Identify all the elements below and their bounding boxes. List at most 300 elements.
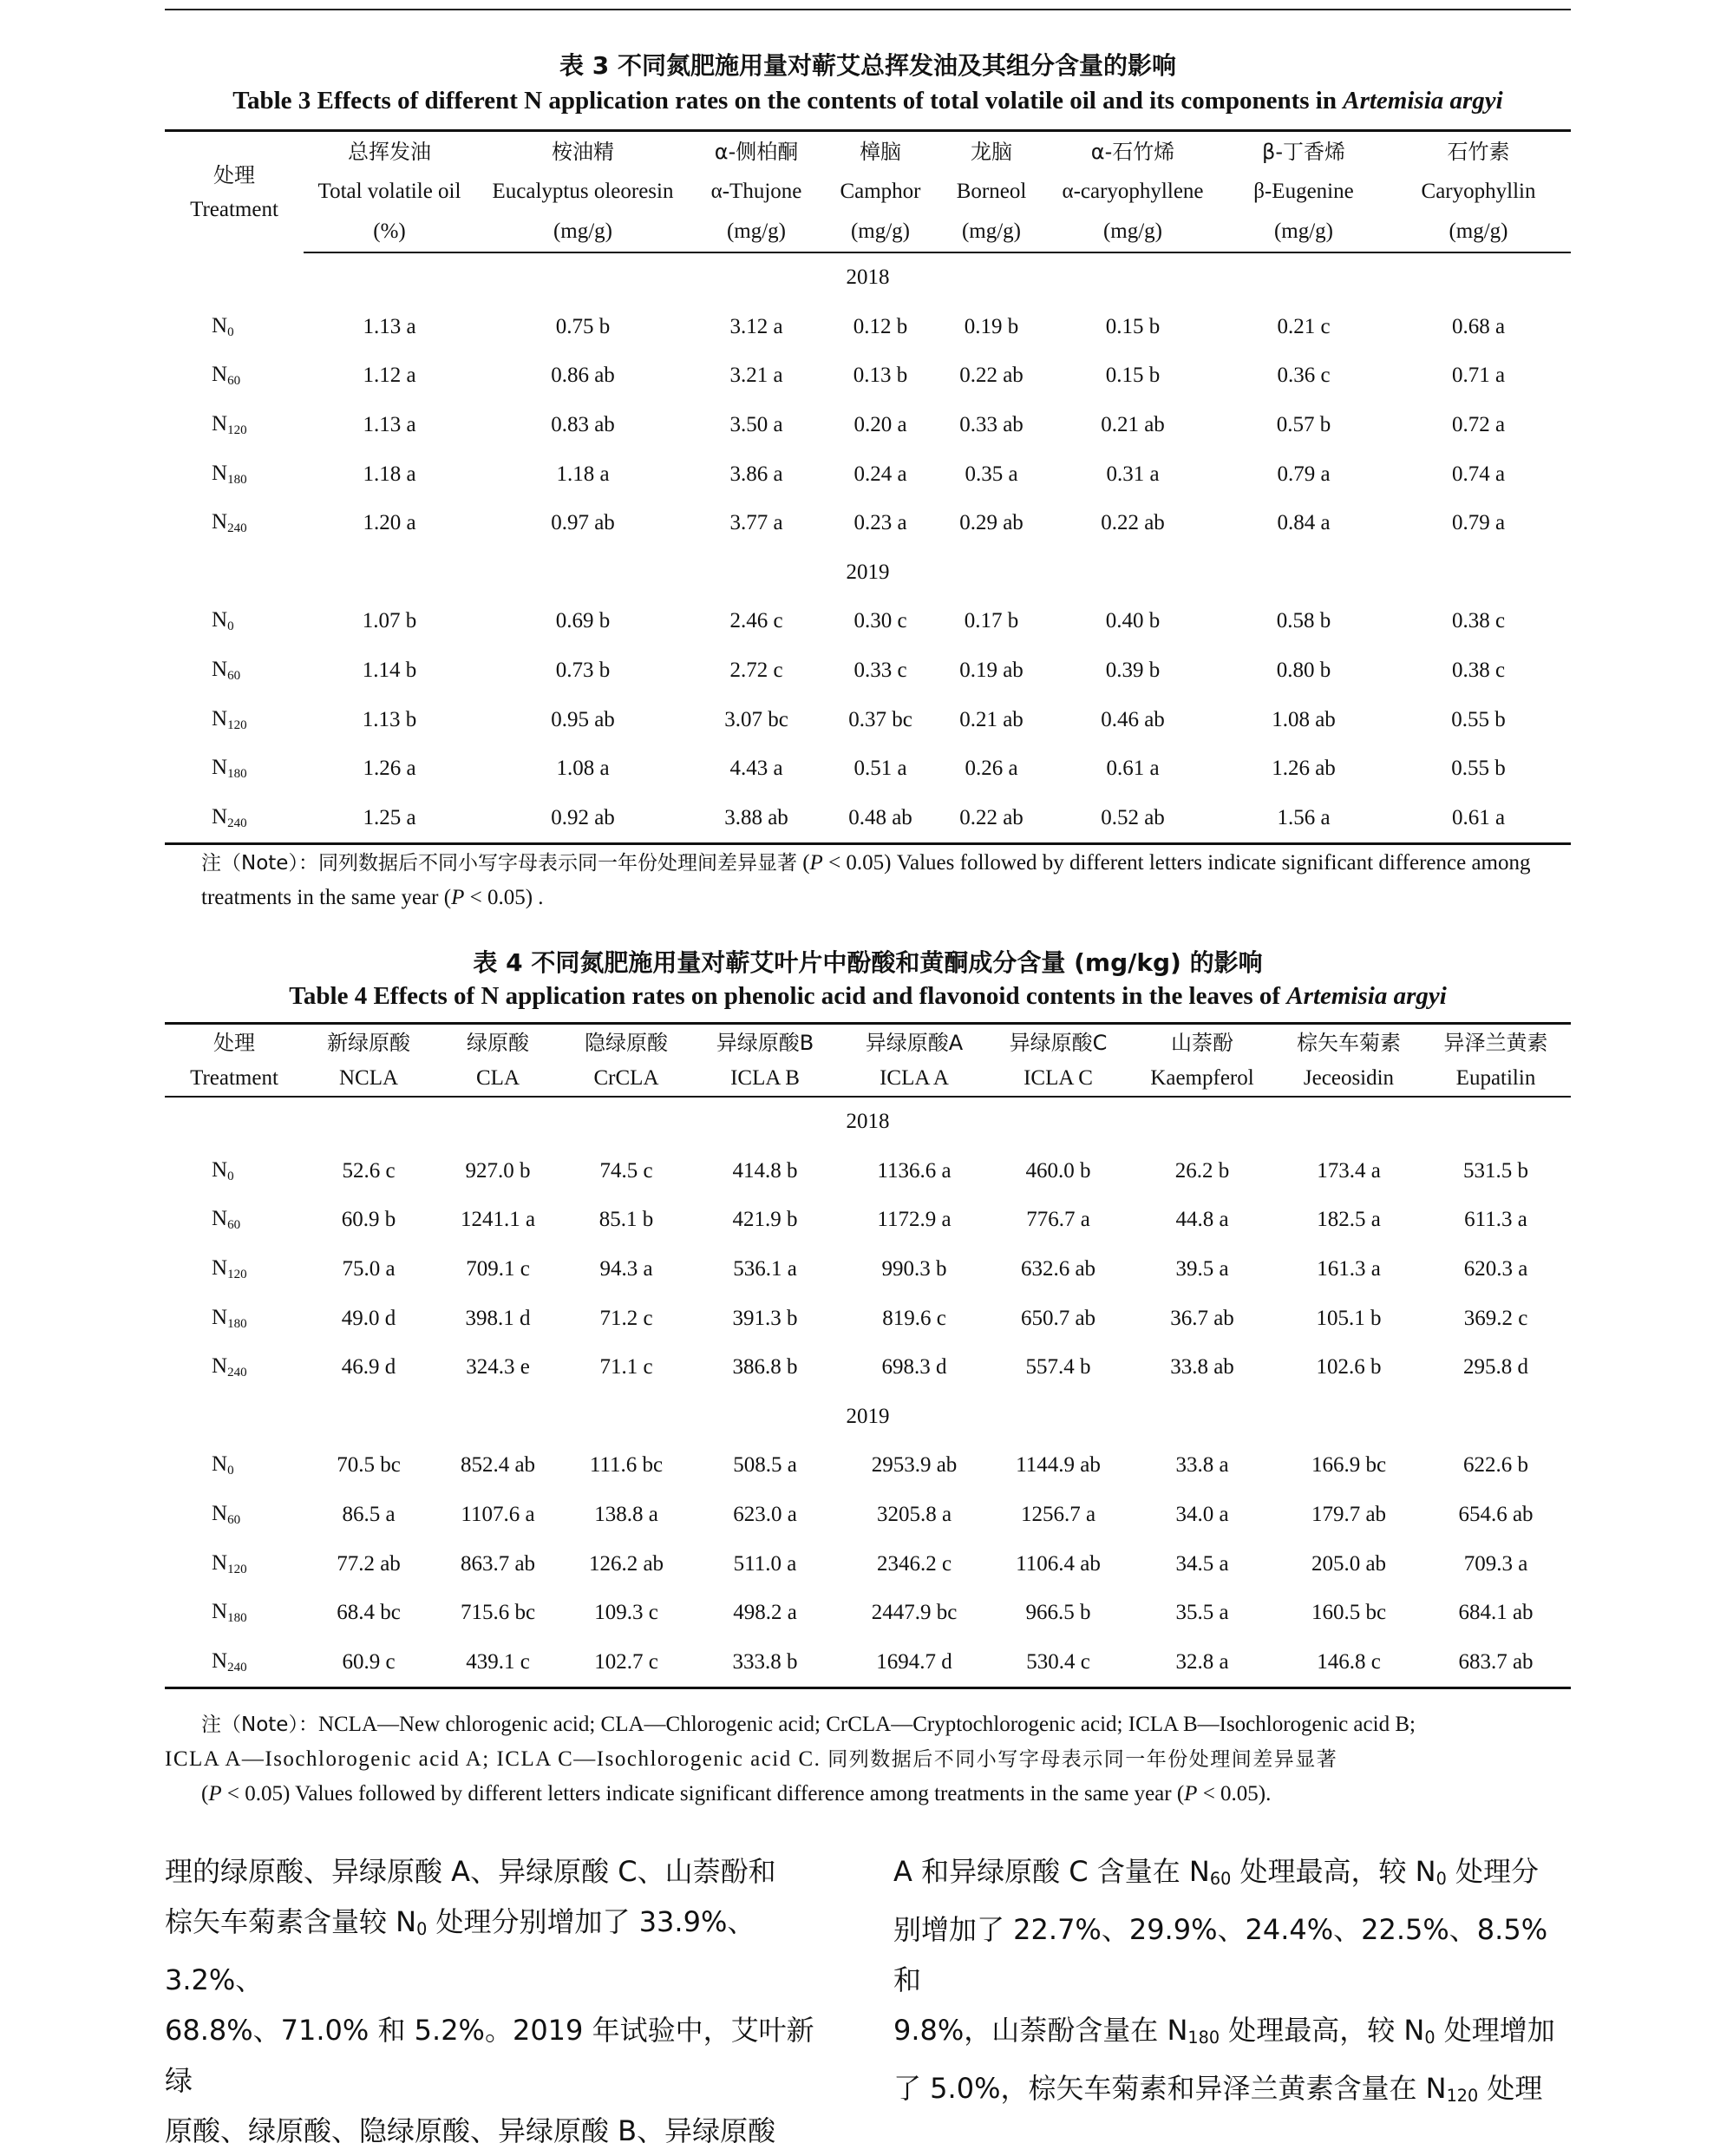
table3-cell: 0.48 ab [848,805,912,829]
table4-cell: 391.3 b [732,1306,798,1330]
treatment-rate: 0 [227,1169,234,1183]
table3-cell: 0.21 c [1277,314,1331,338]
table3-header-unit: (mg/g) [1386,212,1571,252]
table4-note-line3-b: < 0.05) Values followed by different letters indicate significant difference among treatments in the same year ( [221,1782,1185,1805]
table3-cell: 1.18 a [363,462,416,486]
table4-cell: 179.7 ab [1311,1503,1387,1527]
treatment-letter: N [212,412,228,436]
table3-note-text-1: ( [796,851,810,875]
table3-cell: 0.26 a [965,757,1018,781]
table3-cell: 1.13 b [362,707,417,731]
table3-cell: 0.57 b [1276,413,1331,437]
table3-note-prefix: 注（Note）： [201,852,318,875]
table4-cell: 35.5 a [1175,1601,1229,1625]
table4-cell: 698.3 d [881,1355,947,1379]
table4-note-line2-cn: 同列数据后不同小写字母表示同一年份处理间差异显著 [827,1748,1338,1771]
table3-cell: 0.86 ab [551,364,615,388]
table4-cell: 75.0 a [342,1257,396,1281]
table3-row [165,449,1571,499]
treatment-letter: N [212,1207,228,1231]
body-text-segment: 别增加了 22.7%、29.9%、24.4%、22.5%、8.5% 和 [893,1913,1548,1996]
table4-cell: 508.5 a [733,1453,797,1478]
table3-cell: 0.95 ab [551,707,615,731]
table4-cell: 295.8 d [1463,1355,1528,1379]
table3-cell: 3.88 ab [724,805,788,829]
table3-cell: 0.80 b [1276,659,1331,683]
table4-cell: 74.5 c [599,1158,653,1183]
body-text-segment: 处理分别增加了 33.9%、3.2%、 [165,1905,755,1996]
table3-row-treatment [165,794,304,844]
table3-header-cn: 石竹素 [1447,140,1510,164]
table4-cell: 2953.9 ab [871,1453,958,1478]
table4-cell: 684.1 ab [1458,1601,1534,1625]
table3-row [165,744,1571,794]
treatment-rate: 180 [227,472,247,487]
table4-row [165,1441,1571,1491]
table4-row-treatment [165,1343,304,1393]
table3-header-unit: (%) [304,212,475,252]
table3-header-cn: 桉油精 [552,140,614,164]
treatment-letter: N [212,363,228,387]
table4-cell: 1172.9 a [877,1208,952,1232]
table3-row-treatment [165,744,304,794]
table3-header-unit: (mg/g) [1044,212,1221,252]
table3-cell: 0.92 ab [551,805,615,829]
table4-cell: 161.3 a [1317,1257,1381,1281]
table3-cell: 3.77 a [729,511,783,535]
treatment-rate: 180 [227,1611,247,1626]
table4-header-en: ICLA A [840,1060,989,1097]
table3-cell: 0.40 b [1105,609,1161,633]
table3-cell: 3.07 bc [724,707,788,731]
table4-row-treatment [165,1638,304,1688]
table3-cell: 2.46 c [729,609,783,633]
table4-cell: 33.8 ab [1170,1355,1234,1379]
table3-cell: 4.43 a [729,757,783,781]
table4-cell: 632.6 ab [1020,1257,1096,1281]
table3-cell: 0.79 a [1451,511,1506,535]
table3-cell: 1.25 a [363,805,416,829]
table4-cell: 709.1 c [466,1257,530,1281]
table4-cell: 863.7 ab [460,1551,536,1576]
table4-cell: 1241.1 a [460,1208,536,1232]
table4-cell: 1256.7 a [1020,1503,1096,1527]
table4-cell: 71.2 c [599,1306,653,1330]
treatment-letter: N [212,608,228,632]
treatment-letter: N [212,706,228,731]
page-header-rule [165,9,1571,10]
table3-cell: 0.72 a [1451,413,1506,437]
body-text-segment: 处理最高，较 N [1220,2014,1425,2047]
table4-note-line2-en: ICLA A—Isochlorogenic acid A; ICLA C—Isochlorogenic acid C. [165,1747,828,1771]
body-text-subscript: 0 [1436,1869,1447,1889]
table3-note [201,846,1571,915]
table4-cell: 34.0 a [1175,1503,1229,1527]
table3-note-cn: 同列数据后不同小写字母表示同一年份处理间差异显著 [317,852,797,875]
table3-cell: 0.58 b [1276,609,1331,633]
body-text-segment: 处理最高，较 N [1231,1855,1436,1888]
treatment-rate: 0 [227,1464,234,1478]
table4-cell: 49.0 d [341,1306,396,1330]
table4-row [165,1491,1571,1540]
treatment-letter: N [212,1502,228,1526]
table4-row-treatment [165,1147,304,1196]
table4-row-treatment [165,1441,304,1491]
table3-header-unit: (mg/g) [690,212,822,252]
table4-note-line3-c: < 0.05). [1197,1782,1272,1805]
table4-cell: 102.7 c [594,1649,658,1674]
table4-cell: 1136.6 a [877,1158,952,1183]
table3-note-p1: P [809,851,823,875]
table4-year-label: 2019 [846,1404,890,1428]
table3-cell: 0.22 ab [959,805,1023,829]
table4-row [165,1343,1571,1393]
table3-cell: 0.55 b [1451,757,1506,781]
table4-cell: 102.6 b [1316,1355,1382,1379]
table4-row [165,1589,1571,1638]
table3-row-treatment [165,695,304,744]
table4-header-en: Eupatilin [1421,1060,1571,1097]
table3-header-unit: (mg/g) [938,212,1044,252]
table3-row [165,695,1571,744]
table3-cell: 0.24 a [853,462,907,486]
table3-row-treatment [165,499,304,548]
table4-cell: 26.2 b [1174,1158,1230,1183]
table4-cell: 46.9 d [341,1355,396,1379]
table4-cell: 2346.2 c [876,1551,952,1576]
table4-header-en: Treatment [165,1060,304,1097]
treatment-letter: N [212,1600,228,1624]
table4-cell: 439.1 c [466,1649,530,1674]
table3-cell: 1.08 a [556,757,610,781]
treatment-rate: 60 [227,374,241,389]
table4-cell: 3205.8 a [876,1503,952,1527]
table4-cell: 414.8 b [732,1158,798,1183]
body-text-line [165,2106,833,2156]
table3-header-en: Camphor [840,180,921,203]
table3-row-treatment [165,303,304,352]
table4-cell: 77.2 ab [337,1551,401,1576]
table4-cell: 683.7 ab [1458,1649,1534,1674]
table3-header-cn: 樟脑 [860,140,901,164]
table4-header-row [165,1024,1571,1061]
table3-cell: 1.18 a [556,462,610,486]
table4-header-cn: 绿原酸 [467,1030,529,1055]
treatment-letter: N [212,1550,228,1575]
table4-cell: 1106.4 ab [1016,1551,1101,1576]
table4-header-cn: 异泽兰黄素 [1443,1030,1548,1055]
table3-caption-en-text: Table 3 Effects of different N application rates on the contents of total volatile oil and its components in [232,87,1344,115]
table4 [165,1022,1571,1689]
table4-cell: 146.8 c [1317,1649,1381,1674]
table4-cell: 85.1 b [598,1208,654,1232]
table4-row [165,1147,1571,1196]
table3-header-cn: 龙脑 [971,140,1012,164]
table4-cell: 94.3 a [599,1257,653,1281]
body-text-line [893,2063,1561,2121]
table3-header-en: β-Eugenine [1253,180,1354,203]
table4-cell: 650.7 ab [1020,1306,1096,1330]
table3-cell: 1.12 a [363,364,416,388]
table4-cell: 1694.7 d [876,1649,952,1674]
table4-header-en: Jeceosidin [1277,1060,1421,1097]
table3-header-cn: 总挥发油 [348,140,431,164]
table4-note-line1 [201,1707,1571,1742]
treatment-letter: N [212,1648,228,1673]
treatment-rate: 120 [227,718,247,732]
table4-cell: 460.0 b [1025,1158,1091,1183]
table3-header-row [165,131,1571,173]
table4-cell: 557.4 b [1025,1355,1091,1379]
table3-header-unit: (mg/g) [822,212,938,252]
table4-row-treatment [165,1196,304,1245]
treatment-rate: 240 [227,1660,247,1674]
table4-cell: 86.5 a [342,1503,396,1527]
table4-cell: 126.2 ab [588,1551,664,1576]
table3-cell: 0.69 b [555,609,611,633]
table4-caption-species: Artemisia argyi [1286,982,1447,1010]
table3-cell: 0.55 b [1451,707,1506,731]
table4-header-cn: 异绿原酸A [865,1030,964,1055]
body-text-line [893,2005,1561,2063]
body-text-line [165,1846,833,1897]
table3-cell: 0.36 c [1277,364,1331,388]
treatment-rate: 60 [227,1513,241,1528]
table3-header-treatment [165,131,304,253]
table3-cell: 0.51 a [853,757,907,781]
table3-header-cn: α-侧柏酮 [714,140,799,164]
table3-cell: 0.12 b [853,314,908,338]
table4-note [165,1707,1571,1812]
table3-cell: 0.23 a [853,511,907,535]
body-text-right-column [893,1846,1561,2121]
table4-cell: 776.7 a [1026,1208,1090,1232]
table4-cell: 70.5 bc [337,1453,401,1478]
table4-row-treatment [165,1589,304,1638]
treatment-letter: N [212,313,228,337]
table4-cell: 398.1 d [465,1306,531,1330]
body-text-segment: 处理分 [1446,1855,1539,1888]
table4-note-line3 [201,1777,1571,1812]
table4-row-treatment [165,1539,304,1589]
table4-row [165,1245,1571,1294]
table3-cell: 1.26 a [363,757,416,781]
table3-cell: 0.33 c [853,659,907,683]
treatment-letter: N [212,1157,228,1182]
table4-cell: 386.8 b [732,1355,798,1379]
treatment-letter: N [212,1305,228,1329]
table3-year-row [165,252,1571,303]
table3-cell: 1.14 b [362,659,417,683]
table4-cell: 369.2 c [1463,1306,1528,1330]
table4-note-p1: P [208,1782,222,1805]
table3-cell: 0.74 a [1451,462,1506,486]
table4-cell: 71.1 c [599,1355,653,1379]
table4-header-en: ICLA C [989,1060,1128,1097]
treatment-letter: N [212,1452,228,1477]
table4-header-en: ICLA B [690,1060,840,1097]
treatment-letter: N [212,804,228,829]
body-text-left-column [165,1846,833,2156]
table4-cell: 622.6 b [1463,1453,1528,1478]
table4-cell: 34.5 a [1175,1551,1229,1576]
table4-row-treatment [165,1245,304,1294]
table3-cell: 0.17 b [964,609,1019,633]
body-text-subscript: 0 [1424,2028,1436,2048]
table4-cell: 32.8 a [1175,1649,1229,1674]
table4-cell: 44.8 a [1175,1208,1229,1232]
table4-cell: 530.4 c [1026,1649,1090,1674]
treatment-rate: 240 [227,521,247,536]
table4-note-line1-text: NCLA—New chlorogenic acid; CLA—Chlorogenic acid; CrCLA—Cryptochlorogenic acid; ICLA B—Isochlorogenic acid B; [317,1713,1416,1736]
body-text-segment: 68.8%、71.0% 和 5.2%。2019 年试验中，艾叶新绿 [165,2014,814,2097]
table3-cell: 3.21 a [729,364,783,388]
table3-header-row [165,212,1571,252]
treatment-letter: N [212,461,228,485]
table3-row-treatment [165,401,304,450]
table4-cell: 531.5 b [1463,1158,1528,1183]
table4-cell: 966.5 b [1025,1601,1091,1625]
table4-cell: 715.6 bc [460,1601,536,1625]
table4-cell: 109.3 c [594,1601,658,1625]
table4-header-cn: 棕矢车菊素 [1297,1030,1401,1055]
table3-row-treatment [165,646,304,696]
table3-cell: 0.61 a [1451,805,1506,829]
table3-cell: 0.75 b [555,314,611,338]
table3-year-label: 2019 [846,560,890,584]
body-text-line [893,1904,1561,2005]
body-text-segment: 理的绿原酸、异绿原酸 A、异绿原酸 C、山萘酚和 [165,1855,776,1888]
table3-cell: 0.35 a [965,462,1018,486]
treatment-rate: 240 [227,816,247,830]
table4-cell: 182.5 a [1317,1208,1381,1232]
body-text-subscript: 180 [1187,2028,1220,2048]
table4-header-cn: 异绿原酸C [1009,1030,1108,1055]
table4-note-line3-a: ( [201,1782,209,1805]
table4-cell: 498.2 a [733,1601,797,1625]
table3-cell: 0.22 ab [959,364,1023,388]
table4-header-cn: 山萘酚 [1171,1030,1233,1055]
table4-cell: 33.8 a [1175,1453,1229,1478]
table3-header-treatment-cn: 处理 [213,162,255,187]
table4-cell: 205.0 ab [1311,1551,1387,1576]
table3-cell: 0.21 ab [1101,413,1165,437]
table4-header-en: CrCLA [562,1060,690,1097]
treatment-rate: 60 [227,669,241,684]
body-text-segment: 棕矢车菊素含量较 N [165,1905,417,1938]
table3-cell: 0.29 ab [959,511,1023,535]
table4-caption-en [165,982,1571,1011]
table4-cell: 1144.9 ab [1016,1453,1101,1478]
body-text-subscript: 120 [1446,2086,1479,2106]
table4-cell: 654.6 ab [1458,1503,1534,1527]
table3-header-en: Caryophyllin [1421,180,1536,203]
table3-cell: 0.83 ab [551,413,615,437]
table3-cell: 2.72 c [729,659,783,683]
body-text-subscript: 0 [416,1919,428,1939]
table3-header-cn: α-石竹烯 [1090,140,1175,164]
treatment-rate: 120 [227,423,247,438]
treatment-rate: 120 [227,1562,247,1576]
table4-header-en: Kaempferol [1128,1060,1277,1097]
table3 [165,129,1571,845]
table3-cell: 0.38 c [1451,659,1506,683]
table3-cell: 0.33 ab [959,413,1023,437]
table3-cell: 1.20 a [363,511,416,535]
table3-cell: 0.38 c [1451,609,1506,633]
table4-row [165,1638,1571,1688]
table4-header-cn: 新绿原酸 [327,1030,410,1055]
table3-cell: 3.12 a [729,314,783,338]
table4-cell: 166.9 bc [1311,1453,1387,1478]
table3-header-treatment-en: Treatment [190,197,278,221]
body-text-segment: 原酸、绿原酸、隐绿原酸、异绿原酸 B、异绿原酸 [165,2114,776,2147]
table3-row [165,646,1571,696]
table3-cell: 0.73 b [555,659,611,683]
table3-cell: 0.20 a [853,413,907,437]
body-text-segment: 处理 [1478,2072,1543,2105]
table3-year-label: 2018 [846,265,890,290]
table3-row [165,597,1571,646]
table3-cell: 0.15 b [1105,314,1161,338]
treatment-rate: 120 [227,1268,247,1282]
table4-cell: 623.0 a [733,1503,797,1527]
table3-cell: 0.79 a [1277,462,1331,486]
table3-header-row [165,172,1571,212]
treatment-rate: 240 [227,1366,247,1380]
table3-cell: 1.26 ab [1272,757,1336,781]
table3-row [165,303,1571,352]
table3-row-treatment [165,351,304,401]
table3-header-en: α-caryophyllene [1062,180,1204,203]
table4-cell: 620.3 a [1463,1257,1528,1281]
table4-cell: 52.6 c [342,1158,396,1183]
table4-cell: 60.9 b [341,1208,396,1232]
table3-header-en: α-Thujone [710,180,802,203]
table4-cell: 2447.9 bc [871,1601,958,1625]
table3-row-treatment [165,597,304,646]
treatment-letter: N [212,756,228,780]
table3-row [165,401,1571,450]
table4-cell: 39.5 a [1175,1257,1229,1281]
table3-header-unit: (mg/g) [475,212,690,252]
table3-cell: 1.56 a [1277,805,1331,829]
table4-cell: 927.0 b [465,1158,531,1183]
table3-cell: 1.08 ab [1272,707,1336,731]
table4-row [165,1294,1571,1343]
table4-cell: 68.4 bc [337,1601,401,1625]
table4-header-cn: 处理 [213,1030,255,1055]
table4-cell: 36.7 ab [1170,1306,1234,1330]
table4-row [165,1196,1571,1245]
body-text-line [165,1897,833,2005]
table4-cell: 173.4 a [1317,1158,1381,1183]
table4-header-en: CLA [434,1060,562,1097]
table3-cell: 0.19 ab [959,659,1023,683]
table4-year-label: 2018 [846,1110,890,1134]
treatment-rate: 0 [227,619,234,634]
table4-row-treatment [165,1491,304,1540]
table4-year-row [165,1393,1571,1442]
table4-cell: 990.3 b [881,1257,947,1281]
table4-cell: 611.3 a [1464,1208,1527,1232]
treatment-letter: N [212,658,228,682]
table3-caption-en [165,87,1571,115]
table3-cell: 3.50 a [729,413,783,437]
table3-cell: 0.84 a [1277,511,1331,535]
table4-caption-en-text: Table 4 Effects of N application rates on phenolic acid and flavonoid contents in the leaves of [289,982,1287,1010]
table4-row-treatment [165,1294,304,1343]
